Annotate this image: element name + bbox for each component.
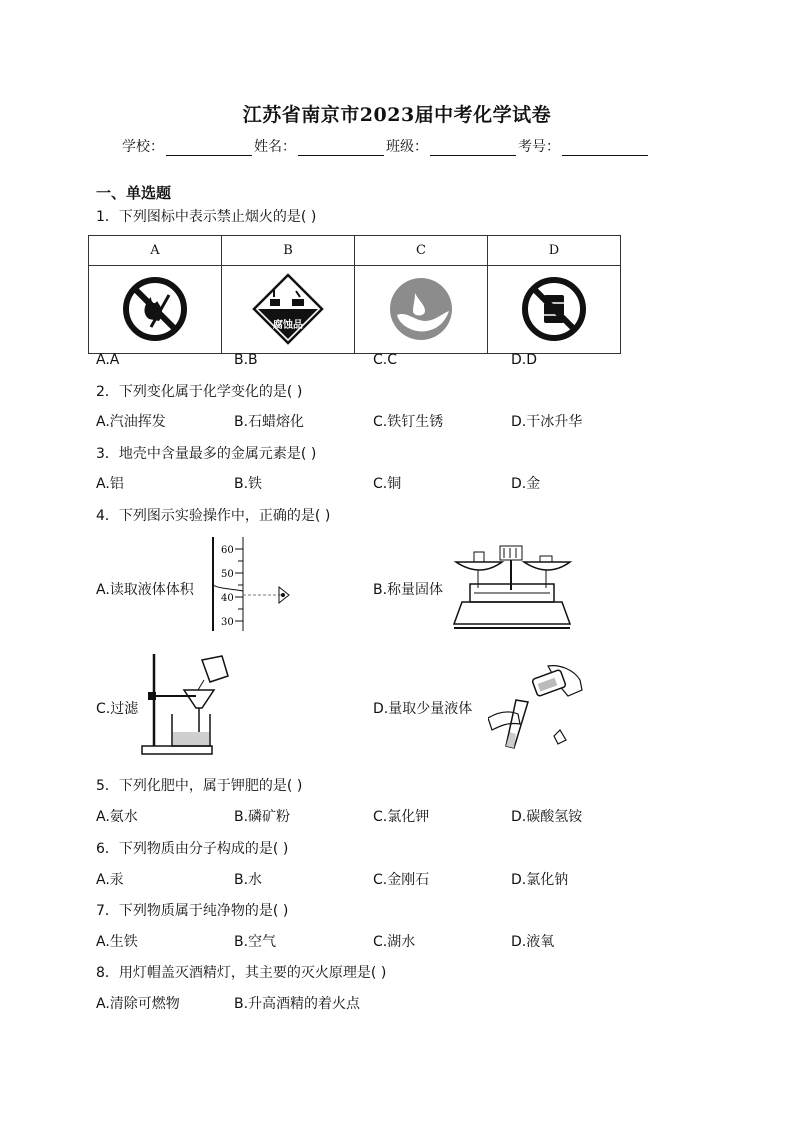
q2-option-d[interactable]: D.干冰升华 xyxy=(511,414,583,430)
question-1-stem: 1．下列图标中表示禁止烟火的是( ) xyxy=(96,209,317,225)
filtration-setup-figure xyxy=(138,650,238,758)
q2-option-b[interactable]: B.石蜡熔化 xyxy=(234,414,305,430)
q1-option-b[interactable]: B.B xyxy=(234,352,258,368)
school-label: 学校： xyxy=(122,139,164,155)
q1-option-d[interactable]: D.D xyxy=(511,352,538,368)
q2-option-c[interactable]: C.铁钉生锈 xyxy=(373,414,444,430)
q6-option-c[interactable]: C.金刚石 xyxy=(373,872,430,888)
tick-50: 50 xyxy=(221,569,234,580)
q5-option-a[interactable]: A.氨水 xyxy=(96,809,138,825)
q7-option-a[interactable]: A.生铁 xyxy=(96,934,138,950)
q1-option-a[interactable]: A.A xyxy=(96,352,120,368)
q3-option-c[interactable]: C.铜 xyxy=(373,476,402,492)
q7-option-c[interactable]: C.湖水 xyxy=(373,934,416,950)
tick-60: 60 xyxy=(221,545,234,556)
question-2-stem: 2．下列变化属于化学变化的是( ) xyxy=(96,384,303,400)
graduated-cylinder-reading-figure xyxy=(205,535,295,635)
number-label: 考号： xyxy=(518,139,560,155)
q4-option-a[interactable]: A.读取液体体积 xyxy=(96,582,194,598)
q1-icon-table xyxy=(88,235,621,354)
q6-option-a[interactable]: A.汞 xyxy=(96,872,124,888)
q6-option-d[interactable]: D.氯化钠 xyxy=(511,872,569,888)
question-8-stem: 8．用灯帽盖灭酒精灯，其主要的灭火原理是( ) xyxy=(96,965,387,981)
tick-40: 40 xyxy=(221,593,234,604)
exam-title: 江苏省南京市2023届中考化学试卷 xyxy=(242,104,552,126)
section-title: 一、单选题 xyxy=(96,184,172,202)
q1-header-b: B xyxy=(222,236,355,266)
student-info-line xyxy=(122,136,650,156)
q3-option-d[interactable]: D.金 xyxy=(511,476,541,492)
q3-option-b[interactable]: B.铁 xyxy=(234,476,263,492)
q1-option-c[interactable]: C.C xyxy=(373,352,398,368)
corrosive-icon xyxy=(223,267,353,352)
class-blank[interactable] xyxy=(430,139,516,156)
tick-30: 30 xyxy=(221,617,234,628)
q1-header-a: A xyxy=(89,236,222,266)
q7-option-b[interactable]: B.空气 xyxy=(234,934,277,950)
no-fire-icon xyxy=(90,267,220,352)
q8-option-a[interactable]: A.清除可燃物 xyxy=(96,996,180,1012)
q4-option-c[interactable]: C.过滤 xyxy=(96,701,139,717)
question-5-stem: 5．下列化肥中，属于钾肥的是( ) xyxy=(96,778,303,794)
q5-option-c[interactable]: C.氯化钾 xyxy=(373,809,430,825)
q5-option-d[interactable]: D.碳酸氢铵 xyxy=(511,809,583,825)
question-7-stem: 7．下列物质属于纯净物的是( ) xyxy=(96,903,289,919)
pouring-liquid-figure xyxy=(488,660,588,754)
question-6-stem: 6．下列物质由分子构成的是( ) xyxy=(96,841,289,857)
name-blank[interactable] xyxy=(298,139,384,156)
q8-option-b[interactable]: B.升高酒精的着火点 xyxy=(234,996,361,1012)
water-drop-icon xyxy=(356,267,486,352)
q6-option-b[interactable]: B.水 xyxy=(234,872,263,888)
question-3-stem: 3．地壳中含量最多的金属元素是( ) xyxy=(96,446,317,462)
school-blank[interactable] xyxy=(166,139,252,156)
q4-option-b[interactable]: B.称量固体 xyxy=(373,582,444,598)
balance-scale-figure xyxy=(452,540,574,634)
q7-option-d[interactable]: D.液氧 xyxy=(511,934,555,950)
q4-option-d[interactable]: D.量取少量液体 xyxy=(373,701,473,717)
no-barrel-icon xyxy=(489,267,619,352)
q3-option-a[interactable]: A.铝 xyxy=(96,476,124,492)
corrosive-label: 腐蚀品 xyxy=(273,320,303,331)
number-blank[interactable] xyxy=(562,139,648,156)
q1-header-c: C xyxy=(355,236,488,266)
q1-header-d: D xyxy=(488,236,621,266)
class-label: 班级： xyxy=(386,139,428,155)
q2-option-a[interactable]: A.汽油挥发 xyxy=(96,414,166,430)
question-4-stem: 4．下列图示实验操作中，正确的是( ) xyxy=(96,508,331,524)
q5-option-b[interactable]: B.磷矿粉 xyxy=(234,809,291,825)
name-label: 姓名： xyxy=(254,139,296,155)
